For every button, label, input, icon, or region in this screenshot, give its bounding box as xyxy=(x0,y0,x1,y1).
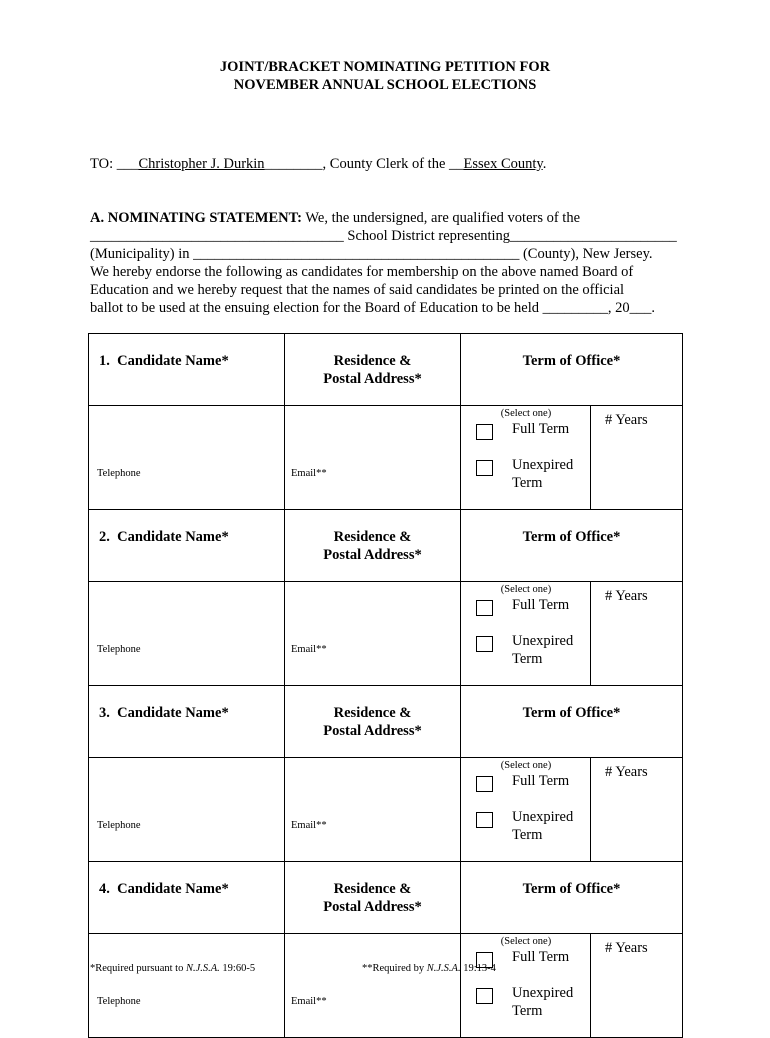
candidate-name-header: 4. Candidate Name* xyxy=(89,862,285,934)
to-mid: ________, County Clerk of the __ xyxy=(264,156,464,172)
footnote-required-2: **Required by N.J.S.A. 19:13-4 xyxy=(362,963,496,974)
to-prefix: TO: ___ xyxy=(90,156,139,172)
candidates-table xyxy=(88,333,683,1038)
candidate-name-header: 3. Candidate Name* xyxy=(89,686,285,758)
term-header: Term of Office* xyxy=(461,862,683,934)
candidate-header-row xyxy=(89,334,683,406)
candidate-body-row xyxy=(89,406,683,510)
unexpired-term-checkbox[interactable] xyxy=(476,460,493,476)
address-field[interactable] xyxy=(285,758,461,862)
full-term-label: Full Term xyxy=(512,949,570,965)
statement-line-1 xyxy=(90,209,580,227)
statement-line-5: Education and we hereby request that the names of said candidates be printed on the official xyxy=(90,282,625,298)
years-label: # Years xyxy=(605,412,648,428)
unexpired-term-checkbox[interactable] xyxy=(476,636,493,652)
candidate-body-row xyxy=(89,934,683,1038)
statement-heading: A. NOMINATING STATEMENT: xyxy=(90,210,303,226)
candidate-name-field[interactable] xyxy=(89,406,285,510)
telephone-label: Telephone xyxy=(97,468,141,479)
to-suffix: . xyxy=(542,156,547,172)
candidate-name-header: 1. Candidate Name* xyxy=(89,334,285,406)
select-one-label: (Select one) xyxy=(500,408,552,419)
address-field[interactable] xyxy=(285,934,461,1038)
unexpired-term-checkbox[interactable] xyxy=(476,812,493,828)
years-field[interactable] xyxy=(591,934,683,1038)
petition-title-line2: NOVEMBER ANNUAL SCHOOL ELECTIONS xyxy=(233,77,537,93)
candidate-name-field[interactable] xyxy=(89,582,285,686)
clerk-name-field[interactable]: Christopher J. Durkin xyxy=(138,156,265,172)
term-select-cell xyxy=(461,582,591,686)
term-header: Term of Office* xyxy=(461,686,683,758)
full-term-checkbox[interactable] xyxy=(476,424,493,440)
telephone-label: Telephone xyxy=(97,820,141,831)
term-select-cell xyxy=(461,934,591,1038)
years-field[interactable] xyxy=(591,582,683,686)
county-field[interactable]: Essex County xyxy=(463,156,543,172)
full-term-label: Full Term xyxy=(512,421,570,437)
years-label: # Years xyxy=(605,940,648,956)
term-select-cell xyxy=(461,758,591,862)
years-label: # Years xyxy=(605,588,648,604)
residence-header: Residence & Postal Address* xyxy=(285,862,461,934)
unexpired-term-label: Unexpired Term xyxy=(512,809,574,843)
statement-line-4: We hereby endorse the following as candidates for membership on the above named Board of xyxy=(90,264,634,280)
term-header: Term of Office* xyxy=(461,510,683,582)
candidate-header-row xyxy=(89,686,683,758)
candidate-header-row xyxy=(89,862,683,934)
statement-line-3[interactable]: (Municipality) in _____________________________________________ (County), New Jersey. xyxy=(90,246,653,262)
unexpired-term-label: Unexpired Term xyxy=(512,985,574,1019)
select-one-label: (Select one) xyxy=(500,936,552,947)
telephone-label: Telephone xyxy=(97,996,141,1007)
candidate-body-row xyxy=(89,582,683,686)
residence-header: Residence & Postal Address* xyxy=(285,334,461,406)
select-one-label: (Select one) xyxy=(500,760,552,771)
residence-header: Residence & Postal Address* xyxy=(285,510,461,582)
years-field[interactable] xyxy=(591,406,683,510)
statement-line-6[interactable]: ballot to be used at the ensuing election for the Board of Education to be held _________, 20___. xyxy=(90,300,655,316)
unexpired-term-label: Unexpired Term xyxy=(512,457,574,491)
email-label: Email** xyxy=(291,644,327,655)
telephone-label: Telephone xyxy=(97,644,141,655)
candidate-name-header: 2. Candidate Name* xyxy=(89,510,285,582)
full-term-label: Full Term xyxy=(512,597,570,613)
term-header: Term of Office* xyxy=(461,334,683,406)
to-line xyxy=(90,155,546,173)
candidate-name-field[interactable] xyxy=(89,934,285,1038)
select-one-label: (Select one) xyxy=(500,584,552,595)
email-label: Email** xyxy=(291,996,327,1007)
residence-header: Residence & Postal Address* xyxy=(285,686,461,758)
email-label: Email** xyxy=(291,820,327,831)
full-term-label: Full Term xyxy=(512,773,570,789)
candidate-header-row xyxy=(89,510,683,582)
candidate-body-row xyxy=(89,758,683,862)
years-field[interactable] xyxy=(591,758,683,862)
candidate-name-field[interactable] xyxy=(89,758,285,862)
unexpired-term-label: Unexpired Term xyxy=(512,633,574,667)
footnote-required-1: *Required pursuant to N.J.S.A. 19:60-5 xyxy=(90,963,256,974)
statement-line1-text: We, the undersigned, are qualified voters of the xyxy=(302,210,581,226)
full-term-checkbox[interactable] xyxy=(476,600,493,616)
address-field[interactable] xyxy=(285,406,461,510)
term-select-cell xyxy=(461,406,591,510)
full-term-checkbox[interactable] xyxy=(476,776,493,792)
years-label: # Years xyxy=(605,764,648,780)
petition-title-line1: JOINT/BRACKET NOMINATING PETITION FOR xyxy=(219,59,551,75)
address-field[interactable] xyxy=(285,582,461,686)
email-label: Email** xyxy=(291,468,327,479)
statement-line-2[interactable]: ___________________________________ School District representing_______________________ xyxy=(90,228,677,244)
unexpired-term-checkbox[interactable] xyxy=(476,988,493,1004)
